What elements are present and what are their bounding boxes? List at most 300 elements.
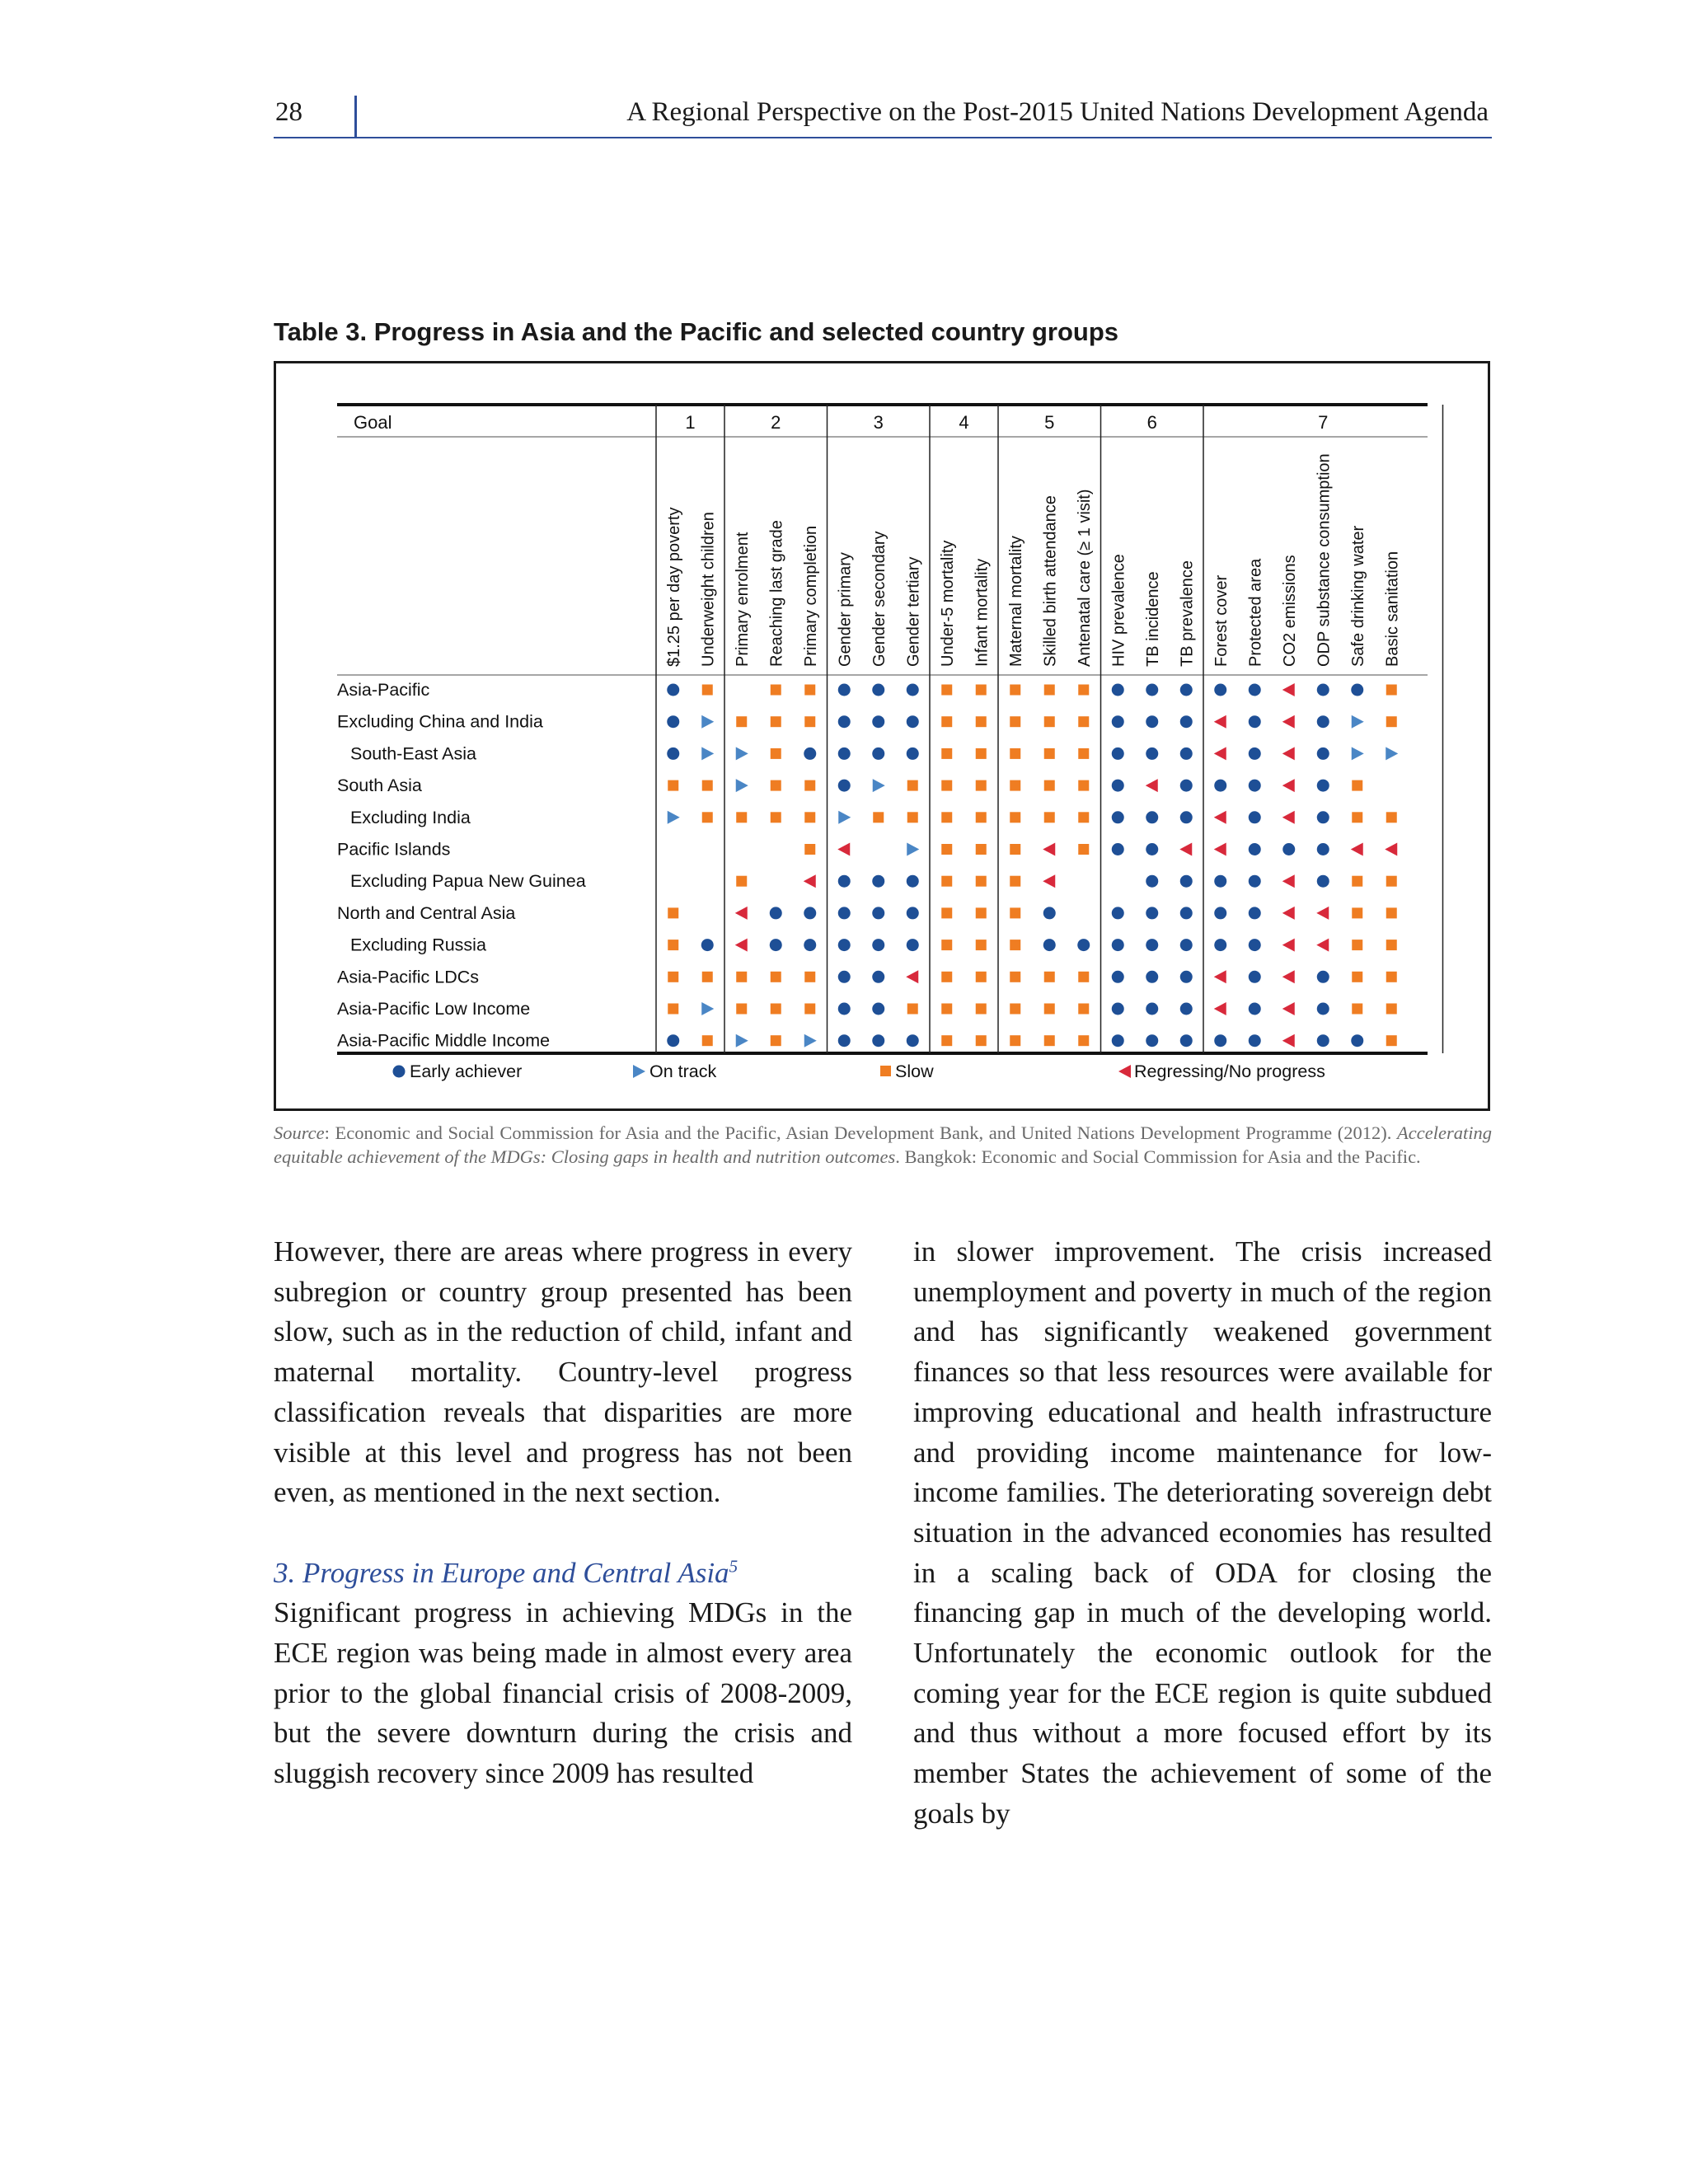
slow-marker xyxy=(668,972,678,982)
slow-marker xyxy=(1386,940,1397,950)
goal-number: 3 xyxy=(873,412,884,433)
slow-marker xyxy=(1010,685,1020,696)
regressing-marker xyxy=(1282,939,1295,952)
early-achiever-marker xyxy=(667,715,679,728)
slow-marker xyxy=(941,907,952,918)
body-paragraph: Significant progress in achieving MDGs in the ECE region was being made in almost every area prior to the global financial crisis of 2008-2009, but the severe downturn during the crisis and sluggish recovery since 2009 has resulted xyxy=(274,1596,852,1790)
slow-marker xyxy=(941,1004,952,1015)
slow-marker xyxy=(907,812,918,823)
indicator-header: TB incidence xyxy=(1143,571,1162,667)
regressing-marker xyxy=(1043,843,1055,856)
slow-marker xyxy=(1010,748,1020,759)
early-achiever-marker xyxy=(907,1034,919,1047)
regressing-marker xyxy=(1282,779,1295,792)
running-title: A Regional Perspective on the Post-2015 United Nations Development Agenda xyxy=(626,97,1489,127)
early-achiever-marker xyxy=(1112,780,1124,792)
slow-marker xyxy=(1386,1004,1397,1015)
legend-on-track-icon xyxy=(633,1065,645,1078)
early-achiever-marker xyxy=(1146,843,1158,855)
early-achiever-marker xyxy=(1146,748,1158,760)
early-achiever-marker xyxy=(1282,843,1295,855)
early-achiever-marker xyxy=(1317,971,1329,983)
early-achiever-marker xyxy=(872,1034,884,1047)
on-track-marker xyxy=(701,1002,714,1015)
regressing-marker xyxy=(1282,747,1295,760)
slow-marker xyxy=(1044,716,1055,727)
early-achiever-marker xyxy=(1180,811,1193,823)
early-achiever-marker xyxy=(1146,715,1158,728)
slow-marker xyxy=(941,748,952,759)
slow-marker xyxy=(941,972,952,982)
goal-number: 1 xyxy=(685,412,696,433)
on-track-marker xyxy=(1352,715,1364,729)
early-achiever-marker xyxy=(804,748,816,760)
early-achiever-marker xyxy=(1043,907,1056,919)
early-achiever-marker xyxy=(1214,780,1226,792)
slow-marker xyxy=(1010,907,1020,918)
slow-marker xyxy=(976,1004,987,1015)
slow-marker xyxy=(976,812,987,823)
on-track-marker xyxy=(1386,747,1398,760)
slow-marker xyxy=(976,685,987,696)
indicator-header: Under-5 mortality xyxy=(938,540,957,667)
on-track-marker xyxy=(701,715,714,729)
early-achiever-marker xyxy=(1317,748,1329,760)
early-achiever-marker xyxy=(1317,1034,1329,1047)
early-achiever-marker xyxy=(1249,1034,1261,1047)
early-achiever-marker xyxy=(1214,907,1226,919)
on-track-marker xyxy=(736,779,748,792)
goal-number: 6 xyxy=(1146,412,1157,433)
slow-marker xyxy=(1386,907,1397,918)
regressing-marker xyxy=(1282,970,1295,983)
early-achiever-marker xyxy=(1214,1034,1226,1047)
slow-marker xyxy=(941,844,952,855)
slow-marker xyxy=(976,972,987,982)
regressing-marker xyxy=(1282,715,1295,729)
early-achiever-marker xyxy=(667,684,679,696)
slow-marker xyxy=(1078,1035,1089,1046)
slow-marker xyxy=(804,685,815,696)
early-achiever-marker xyxy=(1249,684,1261,696)
early-achiever-marker xyxy=(1146,875,1158,888)
early-achiever-marker xyxy=(907,907,919,919)
early-achiever-marker xyxy=(1351,1034,1363,1047)
early-achiever-marker xyxy=(1249,1003,1261,1015)
regressing-marker xyxy=(1282,874,1295,888)
indicator-header: Primary enrolment xyxy=(733,532,752,667)
row-label: Asia-Pacific Low Income xyxy=(337,999,531,1019)
regressing-marker xyxy=(1316,907,1329,920)
slow-marker xyxy=(976,844,987,855)
early-achiever-marker xyxy=(804,907,816,919)
slow-marker xyxy=(941,780,952,791)
indicator-header: Underweight children xyxy=(699,512,718,667)
early-achiever-marker xyxy=(1146,684,1158,696)
early-achiever-marker xyxy=(1214,939,1226,951)
early-achiever-marker xyxy=(872,939,884,951)
indicator-header: Maternal mortality xyxy=(1006,536,1025,667)
regressing-marker xyxy=(1043,874,1055,888)
early-achiever-marker xyxy=(838,971,851,983)
body-paragraph: However, there are areas where progress in every subregion or country group presented has been slow, such as in the reduction of child, infant and maternal mortality. Country-level progress classification reveals that disparities are more visible at this level and progress has not been even, as mentioned in the next section. xyxy=(274,1235,852,1509)
early-achiever-marker xyxy=(838,748,851,760)
table-frame xyxy=(274,361,1490,1111)
regressing-marker xyxy=(1282,811,1295,824)
slow-marker xyxy=(1386,972,1397,982)
source-text-after: . Bangkok: Economic and Social Commission for Asia and the Pacific. xyxy=(895,1146,1421,1167)
slow-marker xyxy=(1044,748,1055,759)
early-achiever-marker xyxy=(1249,843,1261,855)
slow-marker xyxy=(1352,780,1362,791)
early-achiever-marker xyxy=(1112,1003,1124,1015)
on-track-marker xyxy=(804,1034,817,1047)
row-label: Excluding India xyxy=(350,807,471,827)
slow-marker xyxy=(1044,780,1055,791)
early-achiever-marker xyxy=(1317,843,1329,855)
slow-marker xyxy=(941,716,952,727)
early-achiever-marker xyxy=(1180,748,1193,760)
early-achiever-marker xyxy=(1112,939,1124,951)
slow-marker xyxy=(702,685,713,696)
early-achiever-marker xyxy=(1180,780,1193,792)
legend-slow-label: Slow xyxy=(895,1062,934,1081)
slow-marker xyxy=(1352,907,1362,918)
slow-marker xyxy=(1078,748,1089,759)
slow-marker xyxy=(736,812,747,823)
early-achiever-marker xyxy=(1351,684,1363,696)
slow-marker xyxy=(1386,685,1397,696)
indicator-header: Safe drinking water xyxy=(1348,525,1367,667)
regressing-marker xyxy=(1214,747,1226,760)
regressing-marker xyxy=(1316,939,1329,952)
legend-slow-icon xyxy=(880,1066,891,1076)
slow-marker xyxy=(1010,1004,1020,1015)
legend-on-track-label: On track xyxy=(649,1062,717,1081)
source-label: Source xyxy=(274,1122,325,1143)
indicator-header: CO2 emissions xyxy=(1280,555,1299,667)
early-achiever-marker xyxy=(872,971,884,983)
source-note xyxy=(274,1121,1492,1169)
early-achiever-marker xyxy=(872,715,884,728)
slow-marker xyxy=(941,876,952,887)
slow-marker xyxy=(976,780,987,791)
slow-marker xyxy=(1078,812,1089,823)
regressing-marker xyxy=(1282,1002,1295,1015)
early-achiever-marker xyxy=(1112,715,1124,728)
slow-marker xyxy=(804,716,815,727)
early-achiever-marker xyxy=(667,1034,679,1047)
left-column xyxy=(274,1232,852,1794)
early-achiever-marker xyxy=(872,748,884,760)
body-paragraph: in slower improvement. The crisis increased unemployment and poverty in much of the region and has significantly weakened government finances so that less resources were available for improving educational and health infrastructure and providing income maintenance for low-income families. The deteriorating sovereign debt situation in the advanced economies has resulted in a scaling back of ODA for closing the financing gap in much of the developing world. Unfortunately the economic outlook for the coming year for the ECE region is quite subdued and thus without a more focused effort by its member States the achievement of some of the goals by xyxy=(913,1235,1492,1830)
on-track-marker xyxy=(838,811,851,824)
header-rule xyxy=(274,137,1492,138)
source-title: Accelerating equitable achievement of the MDGs: Closing gaps in health and nutrition outcomes xyxy=(274,1122,1492,1167)
slow-marker xyxy=(1386,1035,1397,1046)
early-achiever-marker xyxy=(907,939,919,951)
slow-marker xyxy=(976,876,987,887)
regressing-marker xyxy=(1146,779,1158,792)
early-achiever-marker xyxy=(1317,780,1329,792)
early-achiever-marker xyxy=(1112,907,1124,919)
running-header xyxy=(274,92,1492,140)
slow-marker xyxy=(941,1035,952,1046)
regressing-marker xyxy=(1282,1034,1295,1047)
slow-marker xyxy=(907,780,918,791)
early-achiever-marker xyxy=(1180,1034,1193,1047)
early-achiever-marker xyxy=(1146,971,1158,983)
indicator-header: HIV prevalence xyxy=(1109,554,1128,667)
slow-marker xyxy=(702,1035,713,1046)
early-achiever-marker xyxy=(872,907,884,919)
slow-marker xyxy=(941,685,952,696)
slow-marker xyxy=(1010,876,1020,887)
early-achiever-marker xyxy=(1249,780,1261,792)
slow-marker xyxy=(1044,1035,1055,1046)
early-achiever-marker xyxy=(667,748,679,760)
slow-marker xyxy=(771,685,781,696)
section-number: 3. xyxy=(274,1556,296,1589)
regressing-marker xyxy=(1214,715,1226,729)
on-track-marker xyxy=(907,843,919,856)
slow-marker xyxy=(668,780,678,791)
slow-marker xyxy=(1010,1035,1020,1046)
early-achiever-marker xyxy=(838,907,851,919)
early-achiever-marker xyxy=(838,1003,851,1015)
indicator-header: ODP substance consumption xyxy=(1315,453,1334,667)
slow-marker xyxy=(1010,780,1020,791)
regressing-marker xyxy=(1214,843,1226,856)
early-achiever-marker xyxy=(1077,939,1090,951)
early-achiever-marker xyxy=(872,875,884,888)
early-achiever-marker xyxy=(1180,1003,1193,1015)
section-title: Progress in Europe and Central Asia xyxy=(302,1556,729,1589)
legend-regressing-label: Regressing/No progress xyxy=(1134,1062,1325,1081)
slow-marker xyxy=(1010,940,1020,950)
early-achiever-marker xyxy=(907,715,919,728)
slow-marker xyxy=(804,972,815,982)
slow-marker xyxy=(976,907,987,918)
slow-marker xyxy=(736,1004,747,1015)
early-achiever-marker xyxy=(1043,939,1056,951)
slow-marker xyxy=(1044,685,1055,696)
slow-marker xyxy=(1010,812,1020,823)
indicator-header: Antenatal care (≥ 1 visit) xyxy=(1075,489,1094,667)
regressing-marker xyxy=(1385,843,1397,856)
row-label: Excluding Russia xyxy=(350,935,486,955)
early-achiever-marker xyxy=(1317,684,1329,696)
early-achiever-marker xyxy=(1317,715,1329,728)
slow-marker xyxy=(736,716,747,727)
regressing-marker xyxy=(1214,811,1226,824)
slow-marker xyxy=(804,1004,815,1015)
slow-marker xyxy=(1078,972,1089,982)
slow-marker xyxy=(736,972,747,982)
row-label: South Asia xyxy=(337,776,422,796)
regressing-marker xyxy=(837,843,850,856)
goal-number: 7 xyxy=(1318,412,1329,433)
early-achiever-marker xyxy=(838,684,851,696)
slow-marker xyxy=(668,907,678,918)
slow-marker xyxy=(771,780,781,791)
row-label: North and Central Asia xyxy=(337,902,516,923)
indicator-header: Primary completion xyxy=(801,525,820,667)
slow-marker xyxy=(702,812,713,823)
legend-early-label: Early achiever xyxy=(410,1062,523,1081)
early-achiever-marker xyxy=(907,875,919,888)
slow-marker xyxy=(1078,716,1089,727)
slow-marker xyxy=(1044,812,1055,823)
early-achiever-marker xyxy=(804,939,816,951)
slow-marker xyxy=(1010,716,1020,727)
early-achiever-marker xyxy=(701,939,714,951)
early-achiever-marker xyxy=(1249,715,1261,728)
indicator-header: $1.25 per day poverty xyxy=(664,507,683,667)
slow-marker xyxy=(1044,972,1055,982)
slow-marker xyxy=(1010,972,1020,982)
slow-marker xyxy=(941,812,952,823)
regressing-marker xyxy=(735,907,748,920)
slow-marker xyxy=(702,780,713,791)
regressing-marker xyxy=(906,970,918,983)
regressing-marker xyxy=(735,939,748,952)
slow-marker xyxy=(1078,780,1089,791)
on-track-marker xyxy=(873,779,885,792)
early-achiever-marker xyxy=(838,875,851,888)
early-achiever-marker xyxy=(1180,971,1193,983)
slow-marker xyxy=(1386,812,1397,823)
early-achiever-marker xyxy=(1317,811,1329,823)
row-label: Excluding Papua New Guinea xyxy=(350,871,586,892)
row-label: South-East Asia xyxy=(350,743,476,764)
slow-marker xyxy=(1352,1004,1362,1015)
early-achiever-marker xyxy=(1317,875,1329,888)
early-achiever-marker xyxy=(1317,1003,1329,1015)
right-column xyxy=(913,1232,1492,1835)
row-label: Excluding China and India xyxy=(337,711,543,732)
slow-marker xyxy=(804,844,815,855)
indicator-header: TB prevalence xyxy=(1178,560,1197,667)
early-achiever-marker xyxy=(1180,939,1193,951)
slow-marker xyxy=(1352,972,1362,982)
early-achiever-marker xyxy=(1112,843,1124,855)
indicator-header: Reaching last grade xyxy=(767,520,786,667)
goal-number: 4 xyxy=(959,412,969,433)
early-achiever-marker xyxy=(1112,1034,1124,1047)
on-track-marker xyxy=(736,747,748,760)
table-caption: Table 3. Progress in Asia and the Pacific and selected country groups xyxy=(274,317,1119,346)
early-achiever-marker xyxy=(1146,907,1158,919)
section-heading xyxy=(274,1554,852,1594)
early-achiever-marker xyxy=(770,939,782,951)
slow-marker xyxy=(873,812,884,823)
slow-marker xyxy=(1386,716,1397,727)
header-divider-bar xyxy=(354,96,357,138)
early-achiever-marker xyxy=(907,684,919,696)
slow-marker xyxy=(1352,940,1362,950)
early-achiever-marker xyxy=(1214,684,1226,696)
row-label: Pacific Islands xyxy=(337,839,451,860)
slow-marker xyxy=(668,940,678,950)
early-achiever-marker xyxy=(1180,715,1193,728)
indicator-header: Forest cover xyxy=(1212,574,1231,667)
row-label: Asia-Pacific xyxy=(337,680,430,700)
early-achiever-marker xyxy=(1249,971,1261,983)
regressing-marker xyxy=(1282,907,1295,920)
slow-marker xyxy=(976,748,987,759)
on-track-marker xyxy=(1352,747,1364,760)
early-achiever-marker xyxy=(1180,907,1193,919)
slow-marker xyxy=(1078,1004,1089,1015)
slow-marker xyxy=(804,780,815,791)
slow-marker xyxy=(1386,876,1397,887)
early-achiever-marker xyxy=(1249,811,1261,823)
indicator-header: Protected area xyxy=(1246,558,1265,667)
slow-marker xyxy=(1352,812,1362,823)
early-achiever-marker xyxy=(838,715,851,728)
early-achiever-marker xyxy=(1249,748,1261,760)
early-achiever-marker xyxy=(1112,684,1124,696)
row-label: Asia-Pacific Middle Income xyxy=(337,1030,551,1051)
slow-marker xyxy=(702,972,713,982)
slow-marker xyxy=(976,716,987,727)
regressing-marker xyxy=(1351,843,1363,856)
on-track-marker xyxy=(701,747,714,760)
early-achiever-marker xyxy=(1249,939,1261,951)
early-achiever-marker xyxy=(1112,971,1124,983)
regressing-marker xyxy=(1179,843,1192,856)
early-achiever-marker xyxy=(838,780,851,792)
early-achiever-marker xyxy=(838,1034,851,1047)
early-achiever-marker xyxy=(1249,907,1261,919)
slow-marker xyxy=(736,876,747,887)
early-achiever-marker xyxy=(1146,939,1158,951)
early-achiever-marker xyxy=(838,939,851,951)
slow-marker xyxy=(1010,844,1020,855)
legend-regressing-icon xyxy=(1118,1065,1131,1078)
slow-marker xyxy=(771,716,781,727)
slow-marker xyxy=(771,748,781,759)
regressing-marker xyxy=(804,874,816,888)
indicator-header: Gender primary xyxy=(836,552,855,667)
early-achiever-marker xyxy=(872,684,884,696)
legend-early-icon xyxy=(393,1066,406,1078)
slow-marker xyxy=(976,1035,987,1046)
slow-marker xyxy=(1352,876,1362,887)
slow-marker xyxy=(668,1004,678,1015)
goal-label: Goal xyxy=(354,412,392,433)
early-achiever-marker xyxy=(1249,875,1261,888)
early-achiever-marker xyxy=(872,1003,884,1015)
early-achiever-marker xyxy=(1214,875,1226,888)
early-achiever-marker xyxy=(907,748,919,760)
early-achiever-marker xyxy=(1146,1003,1158,1015)
early-achiever-marker xyxy=(1180,684,1193,696)
section-footnote-marker: 5 xyxy=(729,1555,738,1576)
slow-marker xyxy=(1078,844,1089,855)
slow-marker xyxy=(941,940,952,950)
regressing-marker xyxy=(1214,970,1226,983)
page-number: 28 xyxy=(275,97,302,127)
on-track-marker xyxy=(736,1034,748,1047)
indicator-header: Basic sanitation xyxy=(1383,551,1402,667)
early-achiever-marker xyxy=(1112,811,1124,823)
on-track-marker xyxy=(668,811,680,824)
indicator-header: Infant mortality xyxy=(973,558,992,667)
slow-marker xyxy=(1044,1004,1055,1015)
early-achiever-marker xyxy=(1146,811,1158,823)
